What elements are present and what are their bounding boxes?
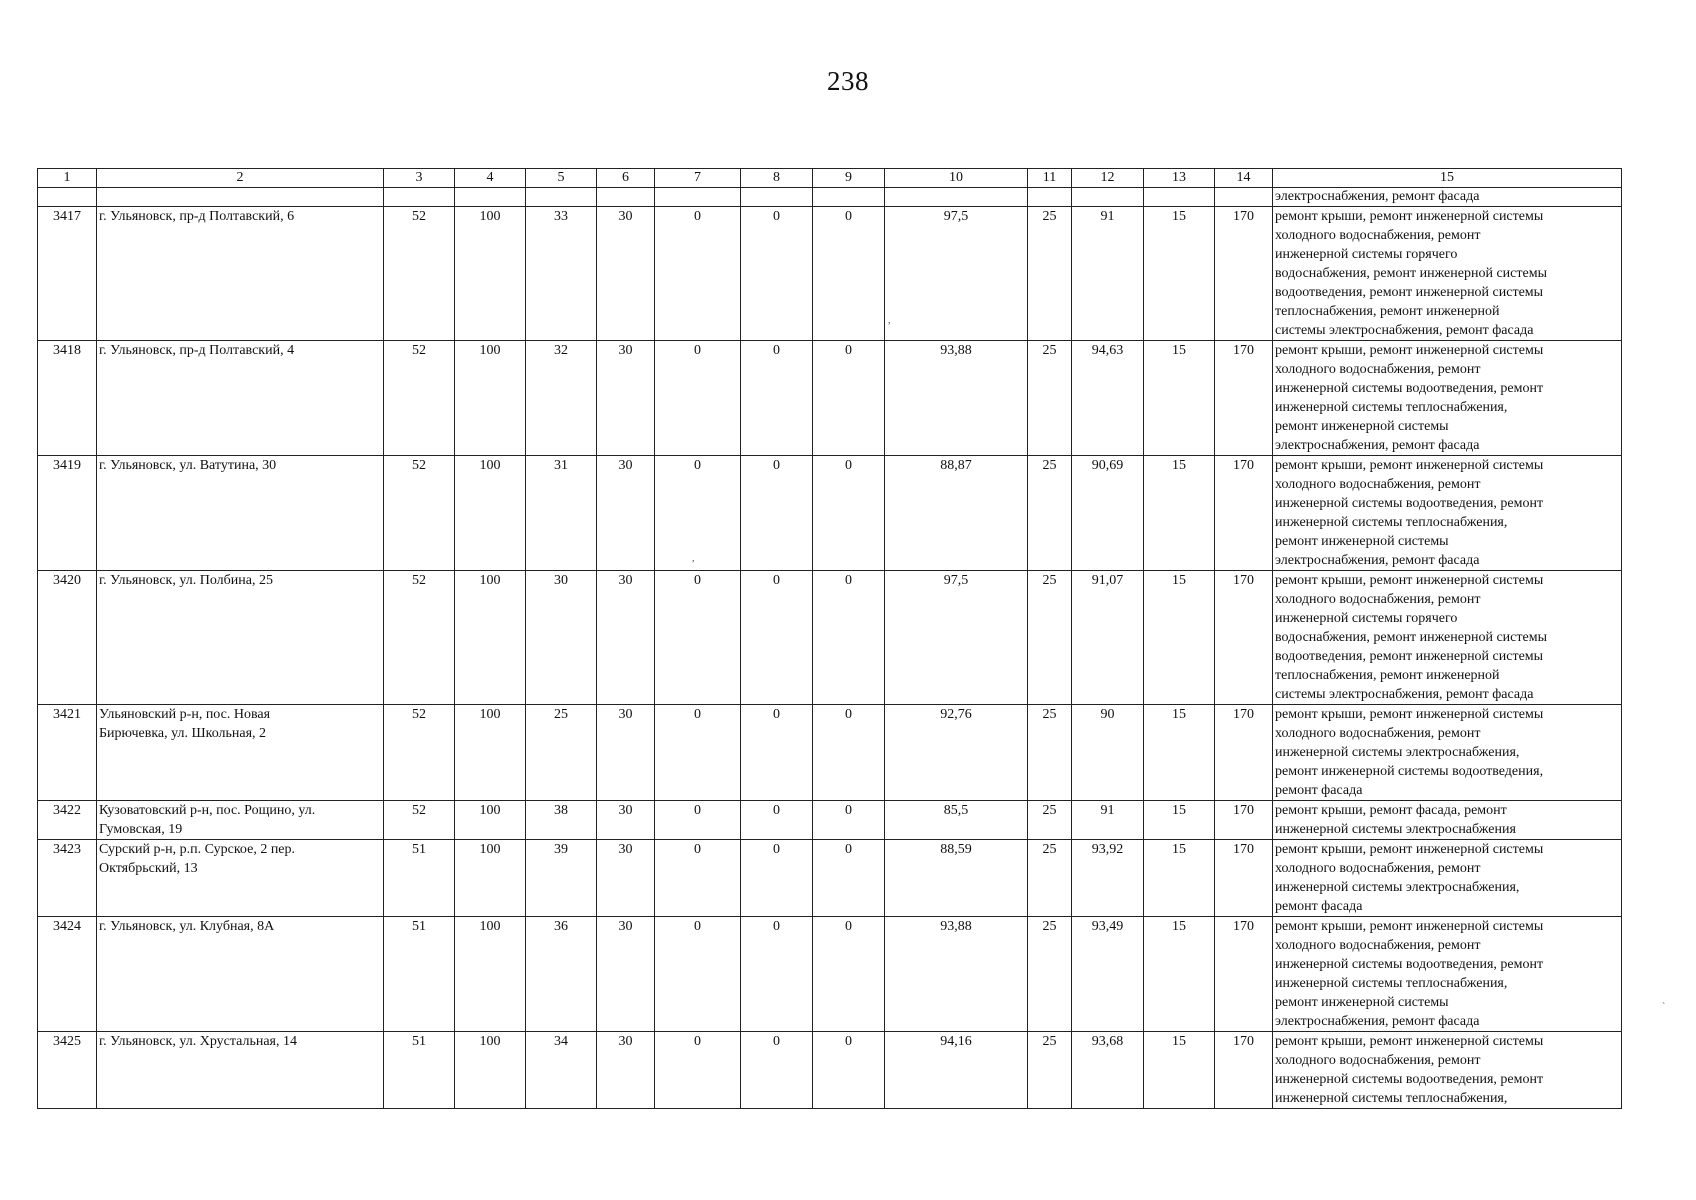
column-header-10: 10 bbox=[885, 169, 1028, 188]
works-line: теплоснабжения, ремонт инженерной bbox=[1275, 668, 1500, 683]
works-line: ремонт фасада bbox=[1275, 783, 1363, 798]
value-cell-col-10: 85,5 bbox=[885, 801, 1028, 840]
value-cell-col-10: 88,87 bbox=[885, 456, 1028, 571]
value-cell-col-14: 170 bbox=[1215, 207, 1273, 341]
works-line: холодного водоснабжения, ремонт bbox=[1275, 362, 1481, 377]
table-row bbox=[38, 801, 1622, 840]
works-cell bbox=[1273, 801, 1622, 840]
value-cell-col-14: 170 bbox=[1215, 341, 1273, 456]
value-cell-col-3: 52 bbox=[384, 705, 455, 801]
value-cell-col-7: 0 bbox=[655, 1032, 741, 1109]
value-cell-col-12: 90,69 bbox=[1072, 456, 1144, 571]
value-cell-col-10: 97,5 bbox=[885, 207, 1028, 341]
value-cell-col-12: 91,07 bbox=[1072, 571, 1144, 705]
works-line: инженерной системы водоотведения, ремонт bbox=[1275, 381, 1544, 396]
value-cell-col-7: 0 bbox=[655, 207, 741, 341]
works-line: холодного водоснабжения, ремонт bbox=[1275, 477, 1481, 492]
empty-cell bbox=[813, 188, 885, 207]
value-cell-col-5: 39 bbox=[526, 840, 597, 917]
value-cell-col-14: 170 bbox=[1215, 801, 1273, 840]
value-cell-col-11: 25 bbox=[1028, 207, 1072, 341]
value-cell-col-13: 15 bbox=[1144, 917, 1215, 1032]
address-cell bbox=[97, 705, 384, 801]
continuation-row bbox=[38, 188, 1622, 207]
works-line: холодного водоснабжения, ремонт bbox=[1275, 726, 1481, 741]
value-cell-col-13: 15 bbox=[1144, 705, 1215, 801]
value-cell-col-9: 0 bbox=[813, 207, 885, 341]
works-line: инженерной системы теплоснабжения, bbox=[1275, 1091, 1508, 1106]
value-cell-col-6: 30 bbox=[597, 705, 655, 801]
empty-cell bbox=[1072, 188, 1144, 207]
scan-speck: , bbox=[692, 553, 695, 564]
table-row bbox=[38, 1032, 1622, 1109]
works-line: холодного водоснабжения, ремонт bbox=[1275, 861, 1481, 876]
value-cell-col-7: 0 bbox=[655, 456, 741, 571]
value-cell-col-5: 36 bbox=[526, 917, 597, 1032]
value-cell-col-3: 52 bbox=[384, 571, 455, 705]
works-line: инженерной системы теплоснабжения, bbox=[1275, 400, 1508, 415]
value-cell-col-14: 170 bbox=[1215, 917, 1273, 1032]
address-line: Ульяновский р-н, пос. Новая bbox=[99, 707, 271, 722]
value-cell-col-7: 0 bbox=[655, 917, 741, 1032]
works-line: ремонт крыши, ремонт инженерной системы bbox=[1275, 842, 1544, 857]
value-cell-col-9: 0 bbox=[813, 917, 885, 1032]
column-header-5: 5 bbox=[526, 169, 597, 188]
value-cell-col-5: 34 bbox=[526, 1032, 597, 1109]
empty-cell bbox=[97, 188, 384, 207]
column-header-6: 6 bbox=[597, 169, 655, 188]
value-cell-col-4: 100 bbox=[455, 917, 526, 1032]
value-cell-col-10: 93,88 bbox=[885, 917, 1028, 1032]
value-cell-col-6: 30 bbox=[597, 840, 655, 917]
value-cell-col-5: 33 bbox=[526, 207, 597, 341]
works-cell bbox=[1273, 341, 1622, 456]
column-header-1: 1 bbox=[38, 169, 97, 188]
works-line: ремонт крыши, ремонт инженерной системы bbox=[1275, 1034, 1544, 1049]
address-line: г. Ульяновск, ул. Хрустальная, 14 bbox=[99, 1034, 297, 1049]
value-cell-col-9: 0 bbox=[813, 801, 885, 840]
empty-cell bbox=[526, 188, 597, 207]
value-cell-col-8: 0 bbox=[741, 705, 813, 801]
row-id: 3423 bbox=[38, 840, 97, 917]
value-cell-col-11: 25 bbox=[1028, 917, 1072, 1032]
works-line: ремонт крыши, ремонт инженерной системы bbox=[1275, 919, 1544, 934]
address-line: Гумовская, 19 bbox=[99, 822, 183, 837]
value-cell-col-11: 25 bbox=[1028, 341, 1072, 456]
works-line: теплоснабжения, ремонт инженерной bbox=[1275, 304, 1500, 319]
column-header-4: 4 bbox=[455, 169, 526, 188]
address-line: г. Ульяновск, ул. Полбина, 25 bbox=[99, 573, 273, 588]
column-header-12: 12 bbox=[1072, 169, 1144, 188]
works-cell bbox=[1273, 207, 1622, 341]
value-cell-col-7: 0 bbox=[655, 341, 741, 456]
value-cell-col-12: 93,68 bbox=[1072, 1032, 1144, 1109]
value-cell-col-9: 0 bbox=[813, 571, 885, 705]
row-id: 3424 bbox=[38, 917, 97, 1032]
works-line: холодного водоснабжения, ремонт bbox=[1275, 1053, 1481, 1068]
address-cell bbox=[97, 207, 384, 341]
address-cell bbox=[97, 801, 384, 840]
value-cell-col-12: 91 bbox=[1072, 801, 1144, 840]
register-table bbox=[37, 168, 1622, 1109]
value-cell-col-14: 170 bbox=[1215, 1032, 1273, 1109]
page-number: 238 bbox=[827, 66, 869, 96]
value-cell-col-6: 30 bbox=[597, 571, 655, 705]
works-line: электроснабжения, ремонт фасада bbox=[1275, 553, 1480, 568]
value-cell-col-9: 0 bbox=[813, 840, 885, 917]
value-cell-col-6: 30 bbox=[597, 1032, 655, 1109]
value-cell-col-6: 30 bbox=[597, 341, 655, 456]
table-body bbox=[38, 188, 1622, 1109]
works-cell bbox=[1273, 1032, 1622, 1109]
empty-cell bbox=[597, 188, 655, 207]
works-line: ремонт крыши, ремонт фасада, ремонт bbox=[1275, 803, 1507, 818]
works-line: инженерной системы электроснабжения, bbox=[1275, 745, 1520, 760]
empty-cell bbox=[384, 188, 455, 207]
row-id: 3419 bbox=[38, 456, 97, 571]
empty-cell bbox=[455, 188, 526, 207]
works-line: электроснабжения, ремонт фасада bbox=[1275, 189, 1480, 204]
works-line: ремонт инженерной системы водоотведения, bbox=[1275, 764, 1544, 779]
value-cell-col-3: 52 bbox=[384, 456, 455, 571]
value-cell-col-12: 93,49 bbox=[1072, 917, 1144, 1032]
column-header-7: 7 bbox=[655, 169, 741, 188]
address-line: г. Ульяновск, ул. Ватутина, 30 bbox=[99, 458, 277, 473]
works-line: инженерной системы горячего bbox=[1275, 247, 1458, 262]
value-cell-col-5: 31 bbox=[526, 456, 597, 571]
column-header-14: 14 bbox=[1215, 169, 1273, 188]
works-cell bbox=[1273, 917, 1622, 1032]
works-line: холодного водоснабжения, ремонт bbox=[1275, 592, 1481, 607]
value-cell-col-13: 15 bbox=[1144, 1032, 1215, 1109]
table-row bbox=[38, 917, 1622, 1032]
value-cell-col-11: 25 bbox=[1028, 456, 1072, 571]
row-id: 3420 bbox=[38, 571, 97, 705]
column-header-8: 8 bbox=[741, 169, 813, 188]
column-header-11: 11 bbox=[1028, 169, 1072, 188]
address-cell bbox=[97, 1032, 384, 1109]
value-cell-col-7: 0 bbox=[655, 571, 741, 705]
value-cell-col-9: 0 bbox=[813, 341, 885, 456]
scan-speck: ` bbox=[1662, 1002, 1666, 1013]
works-line: ремонт крыши, ремонт инженерной системы bbox=[1275, 458, 1544, 473]
empty-cell bbox=[1215, 188, 1273, 207]
value-cell-col-3: 51 bbox=[384, 1032, 455, 1109]
row-id: 3417 bbox=[38, 207, 97, 341]
value-cell-col-5: 38 bbox=[526, 801, 597, 840]
value-cell-col-4: 100 bbox=[455, 705, 526, 801]
value-cell-col-4: 100 bbox=[455, 1032, 526, 1109]
value-cell-col-12: 91 bbox=[1072, 207, 1144, 341]
table-row bbox=[38, 456, 1622, 571]
empty-cell bbox=[885, 188, 1028, 207]
table-row bbox=[38, 207, 1622, 341]
address-cell bbox=[97, 456, 384, 571]
value-cell-col-8: 0 bbox=[741, 207, 813, 341]
address-line: г. Ульяновск, ул. Клубная, 8А bbox=[99, 919, 275, 934]
empty-cell bbox=[1144, 188, 1215, 207]
column-header-13: 13 bbox=[1144, 169, 1215, 188]
works-line: водоотведения, ремонт инженерной системы bbox=[1275, 285, 1544, 300]
table-row bbox=[38, 341, 1622, 456]
value-cell-col-11: 25 bbox=[1028, 705, 1072, 801]
works-line: инженерной системы водоотведения, ремонт bbox=[1275, 496, 1544, 511]
value-cell-col-13: 15 bbox=[1144, 801, 1215, 840]
column-header-3: 3 bbox=[384, 169, 455, 188]
value-cell-col-4: 100 bbox=[455, 456, 526, 571]
address-cell bbox=[97, 840, 384, 917]
works-line: электроснабжения, ремонт фасада bbox=[1275, 1014, 1480, 1029]
works-line: инженерной системы водоотведения, ремонт bbox=[1275, 957, 1544, 972]
value-cell-col-3: 52 bbox=[384, 341, 455, 456]
column-header-2: 2 bbox=[97, 169, 384, 188]
value-cell-col-13: 15 bbox=[1144, 571, 1215, 705]
value-cell-col-13: 15 bbox=[1144, 456, 1215, 571]
value-cell-col-14: 170 bbox=[1215, 456, 1273, 571]
value-cell-col-3: 51 bbox=[384, 917, 455, 1032]
row-id: 3422 bbox=[38, 801, 97, 840]
works-line: ремонт инженерной системы bbox=[1275, 534, 1449, 549]
value-cell-col-4: 100 bbox=[455, 341, 526, 456]
value-cell-col-11: 25 bbox=[1028, 840, 1072, 917]
table-row bbox=[38, 571, 1622, 705]
works-line: холодного водоснабжения, ремонт bbox=[1275, 938, 1481, 953]
value-cell-col-14: 170 bbox=[1215, 705, 1273, 801]
column-header-9: 9 bbox=[813, 169, 885, 188]
works-line: холодного водоснабжения, ремонт bbox=[1275, 228, 1481, 243]
value-cell-col-13: 15 bbox=[1144, 341, 1215, 456]
works-line: электроснабжения, ремонт фасада bbox=[1275, 438, 1480, 453]
value-cell-col-7: 0 bbox=[655, 801, 741, 840]
row-id: 3425 bbox=[38, 1032, 97, 1109]
value-cell-col-8: 0 bbox=[741, 840, 813, 917]
value-cell-col-7: 0 bbox=[655, 840, 741, 917]
works-line: системы электроснабжения, ремонт фасада bbox=[1275, 323, 1534, 338]
value-cell-col-14: 170 bbox=[1215, 840, 1273, 917]
value-cell-col-8: 0 bbox=[741, 1032, 813, 1109]
value-cell-col-4: 100 bbox=[455, 571, 526, 705]
address-cell bbox=[97, 341, 384, 456]
address-line: Бирючевка, ул. Школьная, 2 bbox=[99, 726, 267, 741]
value-cell-col-14: 170 bbox=[1215, 571, 1273, 705]
works-cell bbox=[1273, 840, 1622, 917]
value-cell-col-9: 0 bbox=[813, 456, 885, 571]
works-line: инженерной системы водоотведения, ремонт bbox=[1275, 1072, 1544, 1087]
works-line: инженерной системы электроснабжения, bbox=[1275, 880, 1520, 895]
value-cell-col-5: 30 bbox=[526, 571, 597, 705]
value-cell-col-9: 0 bbox=[813, 1032, 885, 1109]
works-line: ремонт фасада bbox=[1275, 899, 1363, 914]
value-cell-col-7: 0 bbox=[655, 705, 741, 801]
address-line: г. Ульяновск, пр-д Полтавский, 4 bbox=[99, 343, 295, 358]
value-cell-col-10: 97,5 bbox=[885, 571, 1028, 705]
value-cell-col-6: 30 bbox=[597, 456, 655, 571]
works-line: водоснабжения, ремонт инженерной системы bbox=[1275, 266, 1547, 281]
value-cell-col-12: 94,63 bbox=[1072, 341, 1144, 456]
works-line: ремонт крыши, ремонт инженерной системы bbox=[1275, 343, 1544, 358]
value-cell-col-13: 15 bbox=[1144, 840, 1215, 917]
works-line: ремонт инженерной системы bbox=[1275, 419, 1449, 434]
row-id: 3418 bbox=[38, 341, 97, 456]
value-cell-col-6: 30 bbox=[597, 207, 655, 341]
address-line: Октябрьский, 13 bbox=[99, 861, 198, 876]
header-row bbox=[38, 169, 1622, 188]
address-cell bbox=[97, 917, 384, 1032]
works-cell bbox=[1273, 571, 1622, 705]
value-cell-col-11: 25 bbox=[1028, 1032, 1072, 1109]
value-cell-col-6: 30 bbox=[597, 801, 655, 840]
works-line: ремонт крыши, ремонт инженерной системы bbox=[1275, 209, 1544, 224]
works-line: инженерной системы электроснабжения bbox=[1275, 822, 1516, 837]
value-cell-col-8: 0 bbox=[741, 917, 813, 1032]
scan-speck: , bbox=[888, 315, 891, 326]
empty-cell bbox=[741, 188, 813, 207]
address-line: Сурский р-н, р.п. Сурское, 2 пер. bbox=[99, 842, 296, 857]
works-cell bbox=[1273, 456, 1622, 571]
value-cell-col-6: 30 bbox=[597, 917, 655, 1032]
empty-cell bbox=[38, 188, 97, 207]
works-line: инженерной системы теплоснабжения, bbox=[1275, 515, 1508, 530]
value-cell-col-3: 51 bbox=[384, 840, 455, 917]
value-cell-col-10: 94,16 bbox=[885, 1032, 1028, 1109]
value-cell-col-4: 100 bbox=[455, 801, 526, 840]
table-row bbox=[38, 840, 1622, 917]
works-line: ремонт крыши, ремонт инженерной системы bbox=[1275, 707, 1544, 722]
value-cell-col-8: 0 bbox=[741, 341, 813, 456]
value-cell-col-10: 93,88 bbox=[885, 341, 1028, 456]
works-line: ремонт инженерной системы bbox=[1275, 995, 1449, 1010]
value-cell-col-11: 25 bbox=[1028, 801, 1072, 840]
works-line: ремонт крыши, ремонт инженерной системы bbox=[1275, 573, 1544, 588]
value-cell-col-5: 25 bbox=[526, 705, 597, 801]
value-cell-col-4: 100 bbox=[455, 840, 526, 917]
works-line: водоотведения, ремонт инженерной системы bbox=[1275, 649, 1544, 664]
value-cell-col-4: 100 bbox=[455, 207, 526, 341]
address-line: Кузоватовский р-н, пос. Рощино, ул. bbox=[99, 803, 316, 818]
value-cell-col-11: 25 bbox=[1028, 571, 1072, 705]
value-cell-col-12: 90 bbox=[1072, 705, 1144, 801]
works-cell bbox=[1273, 188, 1622, 207]
value-cell-col-10: 88,59 bbox=[885, 840, 1028, 917]
works-line: инженерной системы горячего bbox=[1275, 611, 1458, 626]
column-header-15: 15 bbox=[1273, 169, 1622, 188]
value-cell-col-5: 32 bbox=[526, 341, 597, 456]
empty-cell bbox=[1028, 188, 1072, 207]
value-cell-col-8: 0 bbox=[741, 456, 813, 571]
value-cell-col-12: 93,92 bbox=[1072, 840, 1144, 917]
address-line: г. Ульяновск, пр-д Полтавский, 6 bbox=[99, 209, 295, 224]
table-row bbox=[38, 705, 1622, 801]
works-cell bbox=[1273, 705, 1622, 801]
value-cell-col-13: 15 bbox=[1144, 207, 1215, 341]
value-cell-col-8: 0 bbox=[741, 571, 813, 705]
works-line: инженерной системы теплоснабжения, bbox=[1275, 976, 1508, 991]
address-cell bbox=[97, 571, 384, 705]
works-line: водоснабжения, ремонт инженерной системы bbox=[1275, 630, 1547, 645]
value-cell-col-3: 52 bbox=[384, 207, 455, 341]
value-cell-col-8: 0 bbox=[741, 801, 813, 840]
value-cell-col-9: 0 bbox=[813, 705, 885, 801]
row-id: 3421 bbox=[38, 705, 97, 801]
empty-cell bbox=[655, 188, 741, 207]
value-cell-col-10: 92,76 bbox=[885, 705, 1028, 801]
works-line: системы электроснабжения, ремонт фасада bbox=[1275, 687, 1534, 702]
value-cell-col-3: 52 bbox=[384, 801, 455, 840]
